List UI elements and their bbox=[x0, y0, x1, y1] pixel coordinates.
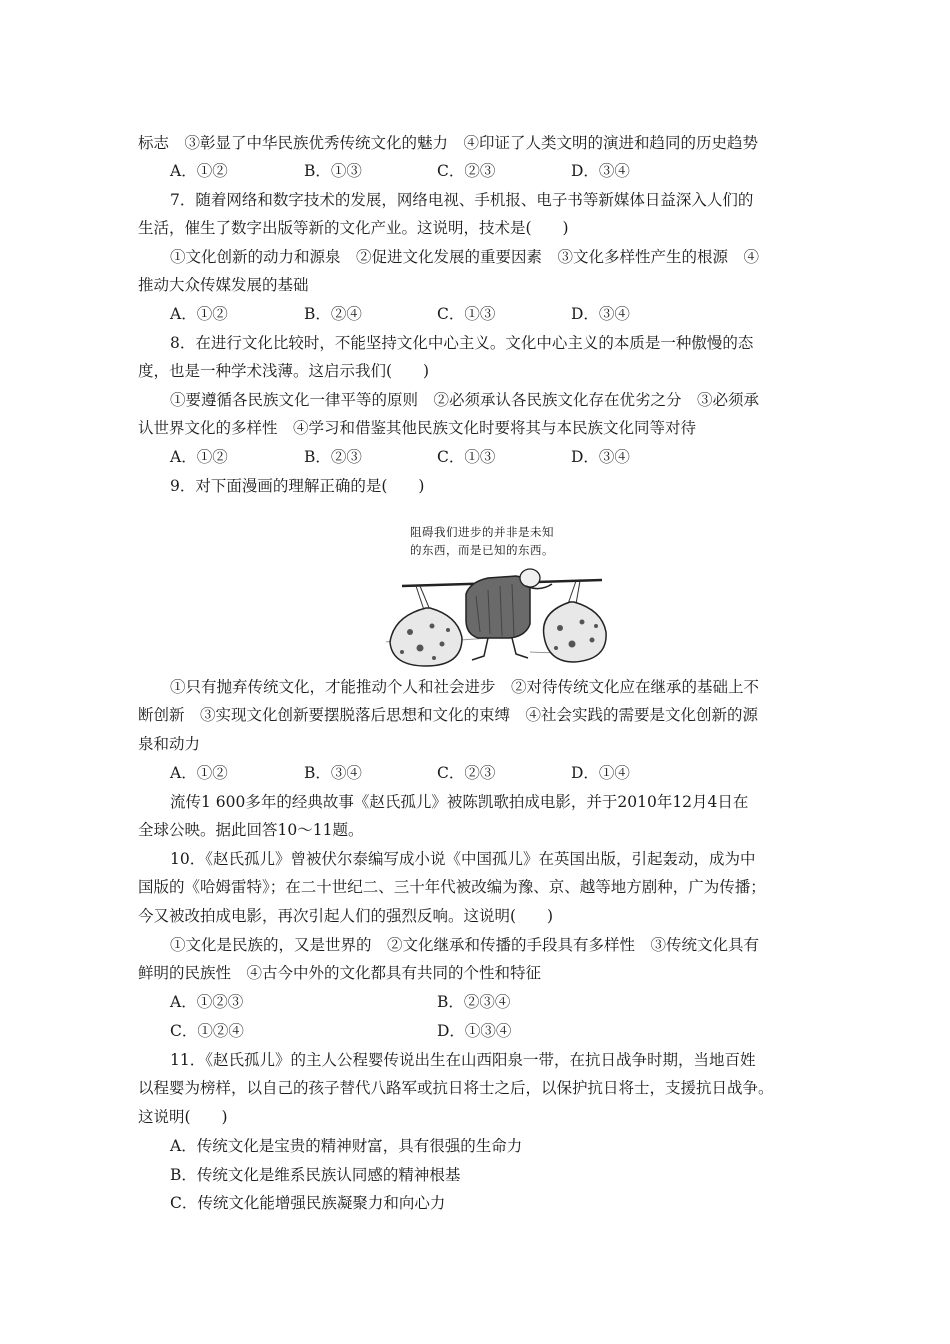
option-c: C．②③ bbox=[437, 764, 496, 782]
option-c: C．②③ bbox=[437, 162, 496, 180]
question-11-stem: 11．《赵氏孤儿》的主人公程婴传说出生在山西阳泉一带，在抗日战争时期，当地百姓 bbox=[170, 1051, 756, 1069]
option-c: C．①③ bbox=[437, 305, 496, 323]
question-9-items: ①只有抛弃传统文化，才能推动个人和社会进步 ②对待传统文化应在继承的基础上不 bbox=[170, 678, 760, 696]
option-b: B．传统文化是维系民族认同感的精神根基 bbox=[170, 1166, 461, 1184]
question-8-stem: 8．在进行文化比较时，不能坚持文化中心主义。文化中心主义的本质是一种傲慢的态 bbox=[170, 334, 754, 352]
material-intro: 流传1 600多年的经典故事《赵氏孤儿》被陈凯歌拍成电影，并于2010年12月4日在 bbox=[170, 793, 749, 811]
option-a: A．传统文化是宝贵的精神财富，具有很强的生命力 bbox=[170, 1137, 523, 1155]
option-d: D．①③④ bbox=[437, 1022, 512, 1040]
comic-illustration bbox=[380, 524, 616, 670]
option-c: C．①③ bbox=[437, 448, 496, 466]
question-9-stem: 9．对下面漫画的理解正确的是( ) bbox=[170, 477, 425, 495]
question-10-stem: 国版的《哈姆雷特》；在二十世纪二、三十年代被改编为豫、京、越等地方剧种，广为传播； bbox=[138, 878, 766, 896]
option-d: D．③④ bbox=[571, 162, 630, 180]
option-c: C．①②④ bbox=[170, 1022, 244, 1040]
question-8-stem: 度，也是一种学术浅薄。这启示我们( ) bbox=[138, 362, 430, 380]
question-7-items: 推动大众传媒发展的基础 bbox=[138, 276, 309, 294]
option-b: B．②④ bbox=[304, 305, 362, 323]
material-intro: 全球公映。据此回答10～11题。 bbox=[138, 821, 364, 839]
question-7-items: ①文化创新的动力和源泉 ②促进文化发展的重要因素 ③文化多样性产生的根源 ④ bbox=[170, 248, 760, 266]
comic-caption: 阻碍我们进步的并非是未知 bbox=[410, 525, 554, 539]
question-11-stem: 以程婴为榜样，以自己的孩子替代八路军或抗日将士之后，以保护抗日将士，支援抗日战争。 bbox=[138, 1079, 774, 1097]
comic-caption: 的东西，而是已知的东西。 bbox=[410, 543, 554, 557]
option-b: B．②③ bbox=[304, 448, 362, 466]
question-7-stem: 生活，催生了数字出版等新的文化产业。这说明，技术是( ) bbox=[138, 219, 569, 237]
question-10-stem: 10．《赵氏孤儿》曾被伏尔泰编写成小说《中国孤儿》在英国出版，引起轰动，成为中 bbox=[170, 850, 756, 868]
question-10-stem: 今又被改拍成电影，再次引起人们的强烈反响。这说明( ) bbox=[138, 907, 554, 925]
option-a: A．①② bbox=[170, 764, 228, 782]
q6-tail-text: 标志 ③彰显了中华民族优秀传统文化的魅力 ④印证了人类文明的演进和趋同的历史趋势 bbox=[138, 134, 759, 152]
question-8-items: 认世界文化的多样性 ④学习和借鉴其他民族文化时要将其与本民族文化同等对待 bbox=[138, 419, 697, 437]
option-b: B．①③ bbox=[304, 162, 362, 180]
question-10-items: 鲜明的民族性 ④古今中外的文化都具有共同的个性和特征 bbox=[138, 964, 542, 982]
question-10-items: ①文化是民族的，又是世界的 ②文化继承和传播的手段具有多样性 ③传统文化具有 bbox=[170, 936, 760, 954]
option-c: C．传统文化能增强民族凝聚力和向心力 bbox=[170, 1194, 446, 1212]
question-11-stem: 这说明( ) bbox=[138, 1108, 228, 1126]
question-7-stem: 7．随着网络和数字技术的发展，网络电视、手机报、电子书等新媒体日益深入人们的 bbox=[170, 191, 754, 209]
option-a: A．①② bbox=[170, 162, 228, 180]
option-b: B．③④ bbox=[304, 764, 362, 782]
option-a: A．①② bbox=[170, 448, 228, 466]
comic-drawing bbox=[380, 524, 616, 670]
question-9-items: 泉和动力 bbox=[138, 735, 201, 753]
option-d: D．③④ bbox=[571, 448, 630, 466]
option-d: D．③④ bbox=[571, 305, 630, 323]
option-a: A．①② bbox=[170, 305, 228, 323]
question-8-items: ①要遵循各民族文化一律平等的原则 ②必须承认各民族文化存在优劣之分 ③必须承 bbox=[170, 391, 760, 409]
option-d: D．①④ bbox=[571, 764, 630, 782]
option-a: A．①②③ bbox=[170, 993, 244, 1011]
question-9-items: 断创新 ③实现文化创新要摆脱落后思想和文化的束缚 ④社会实践的需要是文化创新的源 bbox=[138, 706, 759, 724]
option-b: B．②③④ bbox=[437, 993, 511, 1011]
